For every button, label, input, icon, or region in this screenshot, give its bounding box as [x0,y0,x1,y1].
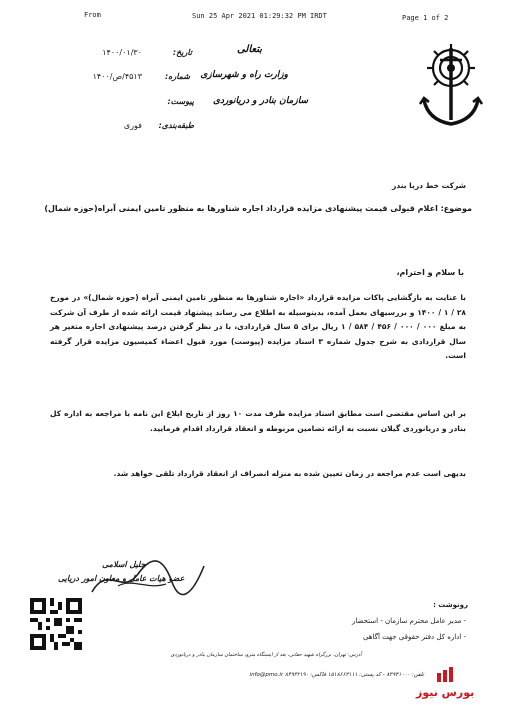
addressee: شرکت خط دریا بندر [392,181,466,190]
signatory-name: جلیل اسلامی [102,560,146,569]
cc-item: - اداره کل دفتر حقوقی جهت آگاهی [362,633,466,641]
letterhead-bismillah: بتعالی [236,44,262,55]
body-paragraph: بر این اساس مقتضی است مطابق اسناد مزایده ظرف مدت ۱۰ روز از تاریخ ابلاغ این نامه با مراجعه به اداره کل بنادر و دریانوردی گیلان نسبت به ارائه تضامین مربوطه و انعقاد قرارداد اقدام فرمایید. [50,409,466,433]
greeting: با سلام و احترام، [396,268,464,277]
number-label: شماره: [164,72,190,81]
signatory-title: عضو هیات عامل و معاون امور دریایی [58,574,185,583]
fax-page-number: Page 1 of 2 [402,14,449,22]
footer-contacts: تلفن: ۸۴۹۳۱۰۰۰ - کد پستی: ۱۵۱۸۶۶۳۱۱۱ فاکس: ۸۴۹۳۲۱۹۰ info@pmo.ir [249,672,424,678]
number-value: ۴۵۱۳/ص/۱۴۰۰ [92,72,142,81]
classification-label: طبقه‌بندی: [158,121,194,130]
cc-item: - مدیر عامل محترم سازمان - استحضار [352,617,466,625]
qr-code-icon [30,598,82,650]
date-label: تاریخ: [172,48,192,57]
attachment-label: پیوست: [167,97,194,106]
fax-from: From [84,11,101,19]
bours-news-watermark: بورس نیوز [416,686,475,699]
body-paragraph: با عنایت به بازگشایی پاکات مزایده قرارداد «اجاره شناورها به منظور تامین ایمنی آبراه (حوزه شمال)» در مورخ ۲۸ / ۱ / ۱۴۰۰ و بررسیهای بعمل آمده، بدینوسیله به اطلاع می رساند پیشنهاد قیمت ارائه شده از طرف آن شرکت به مبلغ ۰۰۰ / ۰۰۰ / ۴۵۶ / ۵۸۴ / ۱ ریال برای ۵ سال قراردادی، با در نظر گرفتن درصد پیشنهادی اجاره متغیر هر سال قراردادی به شرح جدول شماره ۳ اسناد مزایده (پیوست) مورد قبول اعضاء کمیسیون مزایده قرار گرفته است. [50,293,466,360]
subject-line: موضوع: اعلام قبولی قیمت پیشنهادی مزایده قرارداد اجاره شناورها به منظور تامین ایمنی آبراه(حوزه شمال) [44,204,472,213]
letterhead-ministry: وزارت راه و شهرسازی [200,70,288,80]
date-value: ۱۴۰۰/۰۱/۳۰ [102,48,142,57]
body-paragraph: بدیهی است عدم مراجعه در زمان تعیین شده به منزله انصراف از انعقاد قرارداد تلقی خواهد شد. [113,469,466,478]
classification-value: فوری [123,121,142,130]
bours-news-logo-icon [436,667,454,683]
letterhead-organization: سازمان بنادر و دریانوردی [212,96,308,106]
footer-address: آدرس: تهران، بزرگراه شهید حقانی، بعد از ایستگاه مترو، ساختمان سازمان بنادر و دریانوردی [170,652,362,658]
anchor-logo-icon [418,38,484,134]
cc-heading: رونوشت : [433,601,468,609]
fax-datetime: Sun 25 Apr 2021 01:29:32 PM IRDT [192,12,327,20]
